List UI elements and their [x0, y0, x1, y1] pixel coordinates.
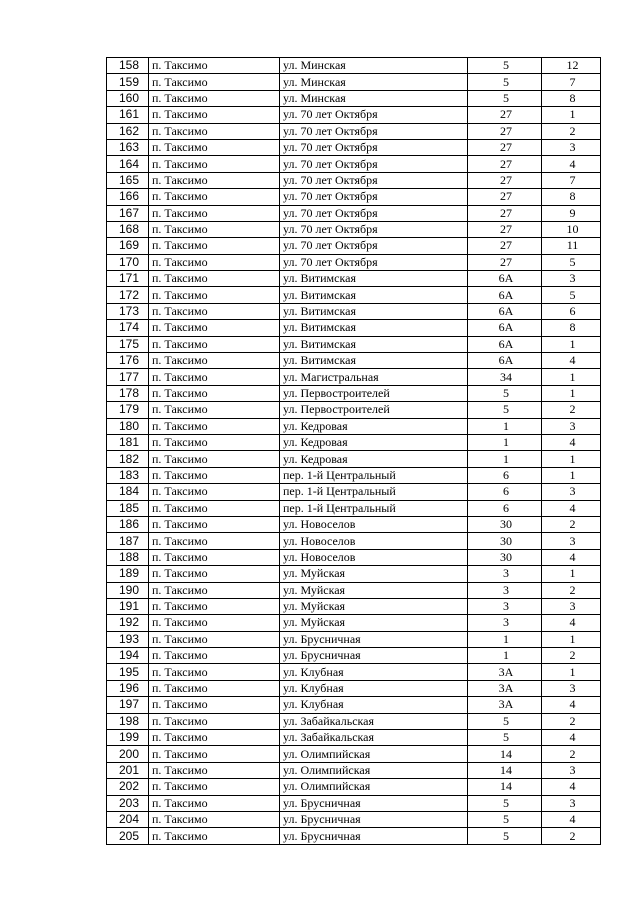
table-row [107, 353, 601, 369]
house-number-cell: 6А [468, 353, 542, 369]
table-row [107, 402, 601, 418]
settlement-cell: п. Таксимо [149, 828, 280, 844]
table-row [107, 484, 601, 500]
apartment-number-cell: 8 [542, 320, 601, 336]
settlement-cell: п. Таксимо [149, 320, 280, 336]
settlement-cell: п. Таксимо [149, 713, 280, 729]
street-cell: ул. Кедровая [280, 418, 468, 434]
street-cell: ул. Олимпийская [280, 762, 468, 778]
row-number-cell: 179 [107, 402, 149, 418]
table-row [107, 779, 601, 795]
house-number-cell: 27 [468, 156, 542, 172]
row-number-cell: 186 [107, 516, 149, 532]
apartment-number-cell: 8 [542, 189, 601, 205]
address-table [106, 57, 601, 845]
street-cell: ул. 70 лет Октября [280, 189, 468, 205]
street-cell: ул. Олимпийская [280, 779, 468, 795]
settlement-cell: п. Таксимо [149, 762, 280, 778]
row-number-cell: 182 [107, 451, 149, 467]
table-row [107, 582, 601, 598]
street-cell: ул. Брусничная [280, 631, 468, 647]
street-cell: ул. Магистральная [280, 369, 468, 385]
settlement-cell: п. Таксимо [149, 631, 280, 647]
table-row [107, 107, 601, 123]
apartment-number-cell: 4 [542, 434, 601, 450]
settlement-cell: п. Таксимо [149, 254, 280, 270]
table-row [107, 811, 601, 827]
settlement-cell: п. Таксимо [149, 205, 280, 221]
apartment-number-cell: 10 [542, 221, 601, 237]
street-cell: ул. Брусничная [280, 795, 468, 811]
settlement-cell: п. Таксимо [149, 238, 280, 254]
settlement-cell: п. Таксимо [149, 353, 280, 369]
table-row [107, 303, 601, 319]
apartment-number-cell: 3 [542, 533, 601, 549]
settlement-cell: п. Таксимо [149, 533, 280, 549]
apartment-number-cell: 4 [542, 615, 601, 631]
apartment-number-cell: 2 [542, 713, 601, 729]
row-number-cell: 202 [107, 779, 149, 795]
house-number-cell: 14 [468, 779, 542, 795]
settlement-cell: п. Таксимо [149, 680, 280, 696]
street-cell: ул. Клубная [280, 680, 468, 696]
row-number-cell: 196 [107, 680, 149, 696]
street-cell: ул. Муйская [280, 582, 468, 598]
house-number-cell: 5 [468, 90, 542, 106]
row-number-cell: 160 [107, 90, 149, 106]
house-number-cell: 34 [468, 369, 542, 385]
table-row [107, 418, 601, 434]
row-number-cell: 175 [107, 336, 149, 352]
table-row [107, 730, 601, 746]
settlement-cell: п. Таксимо [149, 123, 280, 139]
apartment-number-cell: 5 [542, 254, 601, 270]
settlement-cell: п. Таксимо [149, 385, 280, 401]
table-row [107, 189, 601, 205]
apartment-number-cell: 2 [542, 746, 601, 762]
street-cell: ул. Забайкальская [280, 730, 468, 746]
table-row [107, 90, 601, 106]
table-row [107, 74, 601, 90]
apartment-number-cell: 4 [542, 156, 601, 172]
street-cell: ул. Муйская [280, 615, 468, 631]
table-row [107, 615, 601, 631]
row-number-cell: 187 [107, 533, 149, 549]
table-row [107, 648, 601, 664]
house-number-cell: 3 [468, 566, 542, 582]
apartment-number-cell: 1 [542, 336, 601, 352]
apartment-number-cell: 1 [542, 107, 601, 123]
house-number-cell: 6 [468, 500, 542, 516]
row-number-cell: 197 [107, 697, 149, 713]
settlement-cell: п. Таксимо [149, 271, 280, 287]
street-cell: ул. Брусничная [280, 828, 468, 844]
table-row [107, 500, 601, 516]
house-number-cell: 3 [468, 615, 542, 631]
row-number-cell: 188 [107, 549, 149, 565]
table-row [107, 566, 601, 582]
settlement-cell: п. Таксимо [149, 369, 280, 385]
apartment-number-cell: 1 [542, 566, 601, 582]
street-cell: ул. 70 лет Октября [280, 254, 468, 270]
house-number-cell: 27 [468, 221, 542, 237]
row-number-cell: 199 [107, 730, 149, 746]
street-cell: ул. Кедровая [280, 434, 468, 450]
settlement-cell: п. Таксимо [149, 779, 280, 795]
apartment-number-cell: 1 [542, 369, 601, 385]
house-number-cell: 6А [468, 320, 542, 336]
settlement-cell: п. Таксимо [149, 484, 280, 500]
street-cell: ул. Новоселов [280, 533, 468, 549]
table-row [107, 123, 601, 139]
row-number-cell: 174 [107, 320, 149, 336]
row-number-cell: 159 [107, 74, 149, 90]
table-row [107, 58, 601, 74]
table-row [107, 467, 601, 483]
house-number-cell: 27 [468, 107, 542, 123]
settlement-cell: п. Таксимо [149, 221, 280, 237]
apartment-number-cell: 3 [542, 598, 601, 614]
table-row [107, 139, 601, 155]
apartment-number-cell: 3 [542, 680, 601, 696]
apartment-number-cell: 8 [542, 90, 601, 106]
apartment-number-cell: 4 [542, 500, 601, 516]
street-cell: ул. Новоселов [280, 516, 468, 532]
row-number-cell: 183 [107, 467, 149, 483]
apartment-number-cell: 9 [542, 205, 601, 221]
apartment-number-cell: 2 [542, 582, 601, 598]
row-number-cell: 184 [107, 484, 149, 500]
row-number-cell: 204 [107, 811, 149, 827]
settlement-cell: п. Таксимо [149, 697, 280, 713]
row-number-cell: 164 [107, 156, 149, 172]
apartment-number-cell: 3 [542, 795, 601, 811]
house-number-cell: 6 [468, 467, 542, 483]
street-cell: ул. 70 лет Октября [280, 172, 468, 188]
street-cell: ул. 70 лет Октября [280, 238, 468, 254]
street-cell: ул. Минская [280, 90, 468, 106]
apartment-number-cell: 1 [542, 451, 601, 467]
street-cell: ул. Первостроителей [280, 385, 468, 401]
row-number-cell: 177 [107, 369, 149, 385]
house-number-cell: 1 [468, 648, 542, 664]
apartment-number-cell: 4 [542, 353, 601, 369]
row-number-cell: 172 [107, 287, 149, 303]
row-number-cell: 161 [107, 107, 149, 123]
house-number-cell: 1 [468, 631, 542, 647]
table-row [107, 631, 601, 647]
street-cell: пер. 1-й Центральный [280, 484, 468, 500]
apartment-number-cell: 1 [542, 385, 601, 401]
row-number-cell: 176 [107, 353, 149, 369]
street-cell: ул. 70 лет Октября [280, 123, 468, 139]
settlement-cell: п. Таксимо [149, 303, 280, 319]
row-number-cell: 193 [107, 631, 149, 647]
apartment-number-cell: 5 [542, 287, 601, 303]
apartment-number-cell: 2 [542, 123, 601, 139]
street-cell: ул. Брусничная [280, 811, 468, 827]
house-number-cell: 30 [468, 549, 542, 565]
settlement-cell: п. Таксимо [149, 172, 280, 188]
house-number-cell: 5 [468, 385, 542, 401]
table-row [107, 533, 601, 549]
street-cell: ул. Клубная [280, 664, 468, 680]
street-cell: ул. Муйская [280, 566, 468, 582]
settlement-cell: п. Таксимо [149, 500, 280, 516]
row-number-cell: 185 [107, 500, 149, 516]
apartment-number-cell: 4 [542, 811, 601, 827]
settlement-cell: п. Таксимо [149, 582, 280, 598]
street-cell: ул. Витимская [280, 353, 468, 369]
apartment-number-cell: 2 [542, 516, 601, 532]
street-cell: ул. Витимская [280, 271, 468, 287]
address-table-body [107, 58, 601, 845]
house-number-cell: 5 [468, 795, 542, 811]
row-number-cell: 200 [107, 746, 149, 762]
street-cell: ул. Витимская [280, 336, 468, 352]
house-number-cell: 6А [468, 336, 542, 352]
street-cell: ул. Муйская [280, 598, 468, 614]
apartment-number-cell: 4 [542, 779, 601, 795]
table-row [107, 254, 601, 270]
settlement-cell: п. Таксимо [149, 549, 280, 565]
table-row [107, 238, 601, 254]
house-number-cell: 3А [468, 664, 542, 680]
row-number-cell: 162 [107, 123, 149, 139]
house-number-cell: 5 [468, 713, 542, 729]
street-cell: ул. Первостроителей [280, 402, 468, 418]
street-cell: ул. 70 лет Октября [280, 139, 468, 155]
table-row [107, 434, 601, 450]
house-number-cell: 27 [468, 205, 542, 221]
table-row [107, 172, 601, 188]
house-number-cell: 3 [468, 582, 542, 598]
settlement-cell: п. Таксимо [149, 402, 280, 418]
house-number-cell: 14 [468, 746, 542, 762]
apartment-number-cell: 3 [542, 762, 601, 778]
apartment-number-cell: 4 [542, 697, 601, 713]
street-cell: ул. Олимпийская [280, 746, 468, 762]
table-row [107, 549, 601, 565]
settlement-cell: п. Таксимо [149, 566, 280, 582]
house-number-cell: 6 [468, 484, 542, 500]
row-number-cell: 170 [107, 254, 149, 270]
settlement-cell: п. Таксимо [149, 467, 280, 483]
house-number-cell: 5 [468, 811, 542, 827]
table-row [107, 746, 601, 762]
street-cell: ул. Клубная [280, 697, 468, 713]
table-row [107, 664, 601, 680]
row-number-cell: 178 [107, 385, 149, 401]
settlement-cell: п. Таксимо [149, 74, 280, 90]
street-cell: ул. Минская [280, 74, 468, 90]
row-number-cell: 181 [107, 434, 149, 450]
table-row [107, 156, 601, 172]
apartment-number-cell: 6 [542, 303, 601, 319]
apartment-number-cell: 1 [542, 631, 601, 647]
table-row [107, 516, 601, 532]
table-row [107, 287, 601, 303]
table-row [107, 828, 601, 844]
house-number-cell: 5 [468, 74, 542, 90]
settlement-cell: п. Таксимо [149, 451, 280, 467]
row-number-cell: 203 [107, 795, 149, 811]
row-number-cell: 198 [107, 713, 149, 729]
apartment-number-cell: 4 [542, 549, 601, 565]
settlement-cell: п. Таксимо [149, 434, 280, 450]
row-number-cell: 169 [107, 238, 149, 254]
apartment-number-cell: 11 [542, 238, 601, 254]
street-cell: ул. Брусничная [280, 648, 468, 664]
street-cell: ул. Новоселов [280, 549, 468, 565]
row-number-cell: 171 [107, 271, 149, 287]
settlement-cell: п. Таксимо [149, 58, 280, 74]
street-cell: ул. 70 лет Октября [280, 205, 468, 221]
settlement-cell: п. Таксимо [149, 664, 280, 680]
row-number-cell: 195 [107, 664, 149, 680]
apartment-number-cell: 3 [542, 418, 601, 434]
house-number-cell: 6А [468, 287, 542, 303]
street-cell: ул. Витимская [280, 320, 468, 336]
settlement-cell: п. Таксимо [149, 730, 280, 746]
house-number-cell: 27 [468, 254, 542, 270]
row-number-cell: 167 [107, 205, 149, 221]
house-number-cell: 27 [468, 123, 542, 139]
row-number-cell: 180 [107, 418, 149, 434]
apartment-number-cell: 3 [542, 139, 601, 155]
settlement-cell: п. Таксимо [149, 107, 280, 123]
settlement-cell: п. Таксимо [149, 418, 280, 434]
house-number-cell: 30 [468, 516, 542, 532]
street-cell: пер. 1-й Центральный [280, 500, 468, 516]
apartment-number-cell: 7 [542, 74, 601, 90]
apartment-number-cell: 1 [542, 664, 601, 680]
table-row [107, 713, 601, 729]
street-cell: ул. Забайкальская [280, 713, 468, 729]
house-number-cell: 30 [468, 533, 542, 549]
table-row [107, 271, 601, 287]
row-number-cell: 158 [107, 58, 149, 74]
row-number-cell: 194 [107, 648, 149, 664]
settlement-cell: п. Таксимо [149, 795, 280, 811]
house-number-cell: 6А [468, 303, 542, 319]
table-row [107, 451, 601, 467]
settlement-cell: п. Таксимо [149, 746, 280, 762]
house-number-cell: 27 [468, 139, 542, 155]
house-number-cell: 3А [468, 680, 542, 696]
row-number-cell: 205 [107, 828, 149, 844]
row-number-cell: 190 [107, 582, 149, 598]
settlement-cell: п. Таксимо [149, 615, 280, 631]
street-cell: ул. Минская [280, 58, 468, 74]
apartment-number-cell: 3 [542, 271, 601, 287]
apartment-number-cell: 2 [542, 402, 601, 418]
house-number-cell: 1 [468, 418, 542, 434]
row-number-cell: 166 [107, 189, 149, 205]
row-number-cell: 173 [107, 303, 149, 319]
table-row [107, 680, 601, 696]
house-number-cell: 14 [468, 762, 542, 778]
settlement-cell: п. Таксимо [149, 336, 280, 352]
house-number-cell: 1 [468, 451, 542, 467]
apartment-number-cell: 4 [542, 730, 601, 746]
apartment-number-cell: 7 [542, 172, 601, 188]
street-cell: ул. Витимская [280, 303, 468, 319]
row-number-cell: 168 [107, 221, 149, 237]
table-row [107, 385, 601, 401]
table-row [107, 762, 601, 778]
house-number-cell: 3 [468, 598, 542, 614]
settlement-cell: п. Таксимо [149, 139, 280, 155]
apartment-number-cell: 2 [542, 648, 601, 664]
table-row [107, 221, 601, 237]
apartment-number-cell: 3 [542, 484, 601, 500]
street-cell: ул. Кедровая [280, 451, 468, 467]
settlement-cell: п. Таксимо [149, 648, 280, 664]
apartment-number-cell: 1 [542, 467, 601, 483]
apartment-number-cell: 12 [542, 58, 601, 74]
table-row [107, 795, 601, 811]
row-number-cell: 163 [107, 139, 149, 155]
row-number-cell: 191 [107, 598, 149, 614]
street-cell: ул. 70 лет Октября [280, 156, 468, 172]
house-number-cell: 27 [468, 189, 542, 205]
row-number-cell: 189 [107, 566, 149, 582]
table-row [107, 205, 601, 221]
settlement-cell: п. Таксимо [149, 811, 280, 827]
house-number-cell: 1 [468, 434, 542, 450]
table-row [107, 320, 601, 336]
apartment-number-cell: 2 [542, 828, 601, 844]
table-row [107, 598, 601, 614]
street-cell: ул. 70 лет Октября [280, 221, 468, 237]
house-number-cell: 5 [468, 58, 542, 74]
settlement-cell: п. Таксимо [149, 516, 280, 532]
street-cell: ул. 70 лет Октября [280, 107, 468, 123]
settlement-cell: п. Таксимо [149, 287, 280, 303]
house-number-cell: 5 [468, 730, 542, 746]
table-row [107, 697, 601, 713]
row-number-cell: 165 [107, 172, 149, 188]
street-cell: пер. 1-й Центральный [280, 467, 468, 483]
settlement-cell: п. Таксимо [149, 598, 280, 614]
house-number-cell: 27 [468, 238, 542, 254]
street-cell: ул. Витимская [280, 287, 468, 303]
house-number-cell: 5 [468, 402, 542, 418]
settlement-cell: п. Таксимо [149, 156, 280, 172]
row-number-cell: 192 [107, 615, 149, 631]
house-number-cell: 27 [468, 172, 542, 188]
table-row [107, 336, 601, 352]
settlement-cell: п. Таксимо [149, 90, 280, 106]
house-number-cell: 3А [468, 697, 542, 713]
house-number-cell: 6А [468, 271, 542, 287]
row-number-cell: 201 [107, 762, 149, 778]
table-row [107, 369, 601, 385]
settlement-cell: п. Таксимо [149, 189, 280, 205]
house-number-cell: 5 [468, 828, 542, 844]
